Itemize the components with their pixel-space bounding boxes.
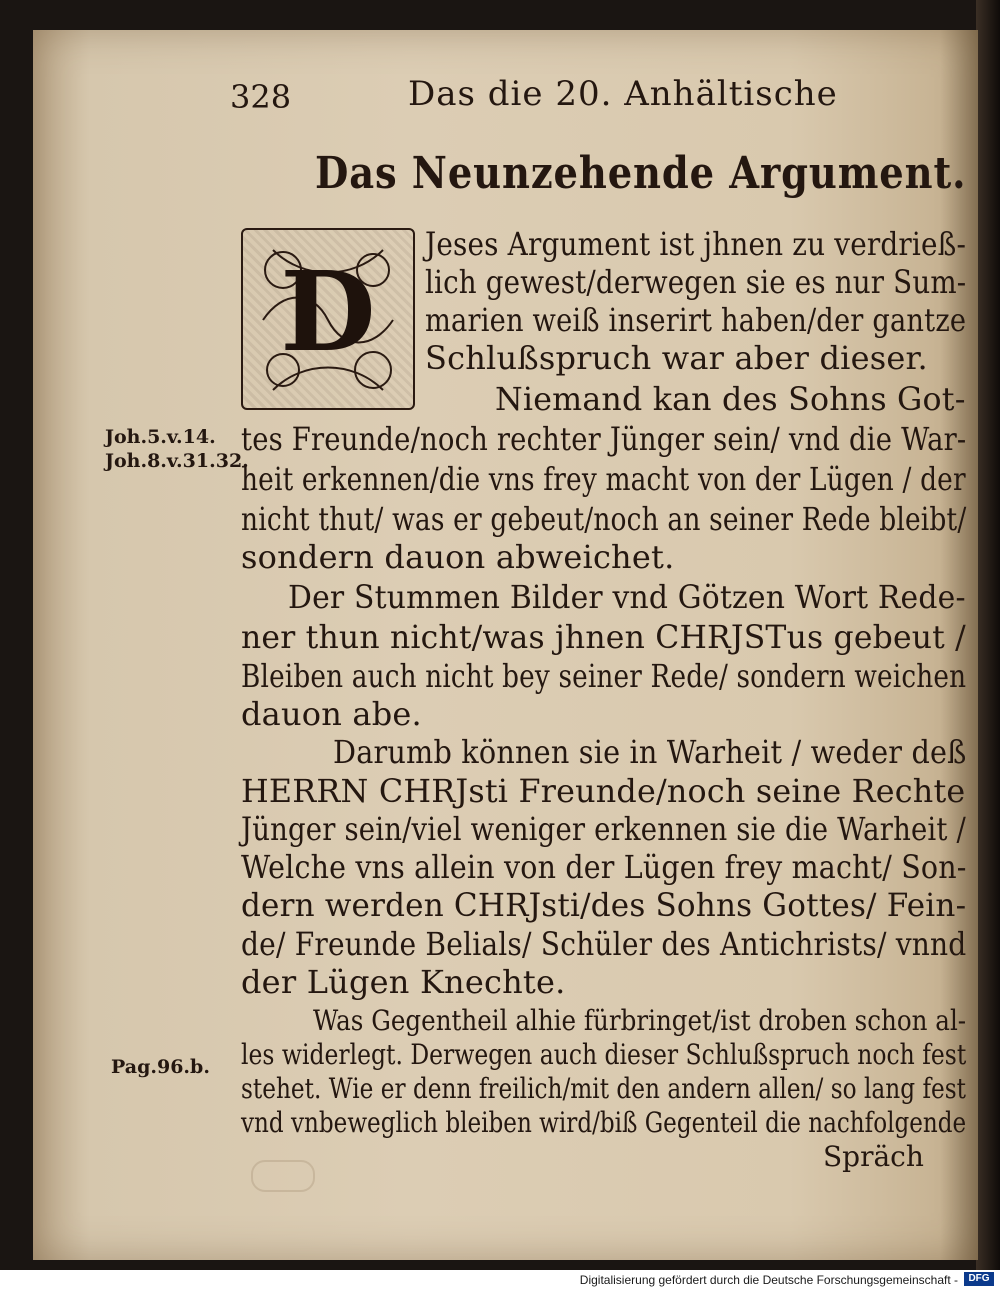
decorated-initial	[241, 228, 415, 410]
text-line: Jünger sein/viel weniger erkennen sie die Warheit /	[241, 810, 966, 848]
text-line: HERRN CHRJsti Freunde/noch seine Rechte	[241, 772, 966, 810]
text-line: Bleiben auch nicht bey seiner Rede/ sondern weichen	[241, 657, 967, 695]
margin-note: Joh.8.v.31.32.	[105, 450, 249, 472]
text-line: Niemand kan des Sohns Got-	[495, 380, 966, 418]
text-line: dern werden CHRJsti/des Sohns Gottes/ Fein-	[241, 886, 967, 924]
text-line: heit erkennen/die vns frey macht von der Lügen / der	[241, 460, 966, 498]
text-line: stehet. Wie er denn freilich/mit den andern allen/ so lang fest	[241, 1072, 967, 1105]
drop-cap-letter: D	[280, 247, 376, 376]
text-line: nicht thut/ was er gebeut/noch an seiner Rede bleibt/	[241, 500, 967, 538]
text-line: Was Gegentheil alhie fürbringet/ist droben schon al-	[313, 1004, 967, 1037]
text-line: lich gewest/derwegen sie es nur Sum-	[425, 263, 967, 301]
page-number: 328	[230, 78, 292, 116]
book-binding-edge	[976, 0, 1000, 1270]
text-line: Darumb können sie in Warheit / weder deß	[333, 733, 967, 771]
text-line: marien weiß inserirt haben/der gantze	[425, 301, 967, 339]
catchword: Spräch	[823, 1140, 924, 1173]
faded-ornament-icon	[251, 1160, 315, 1192]
dfg-logo: DFG	[964, 1272, 994, 1286]
digitization-credit: Digitalisierung gefördert durch die Deutsche Forschungsgemeinschaft -	[579, 1273, 958, 1287]
text-line: Schlußspruch war aber dieser.	[425, 339, 928, 377]
text-line: tes Freunde/noch rechter Jünger sein/ vnd die War-	[241, 420, 967, 458]
margin-note: Pag.96.b.	[111, 1056, 210, 1078]
text-line: dauon abe.	[241, 695, 422, 733]
text-line: sondern dauon abweichet.	[241, 538, 675, 576]
text-line: ner thun nicht/was jhnen CHRJSTus gebeut /	[241, 618, 966, 656]
running-head: Das die 20. Anhältische	[408, 74, 838, 114]
text-line: Jeses Argument ist jhnen zu verdrieß-	[425, 225, 967, 263]
text-line: de/ Freunde Belials/ Schüler des Antichrists/ vnnd	[241, 925, 967, 963]
section-title: Das Neunzehende Argument.	[315, 148, 967, 199]
text-line: vnd vnbeweglich bleiben wird/biß Gegenteil die nachfolgende	[241, 1106, 967, 1139]
book-page	[33, 30, 978, 1260]
margin-note: Joh.5.v.14.	[105, 426, 216, 448]
initial-ornament-icon	[243, 230, 413, 408]
text-line: Welche vns allein von der Lügen frey macht/ Son-	[241, 848, 967, 886]
text-line: der Lügen Knechte.	[241, 963, 566, 1001]
text-line: les widerlegt. Derwegen auch dieser Schlußspruch noch fest	[241, 1038, 967, 1071]
text-line: Der Stummen Bilder vnd Götzen Wort Rede-	[288, 578, 966, 616]
